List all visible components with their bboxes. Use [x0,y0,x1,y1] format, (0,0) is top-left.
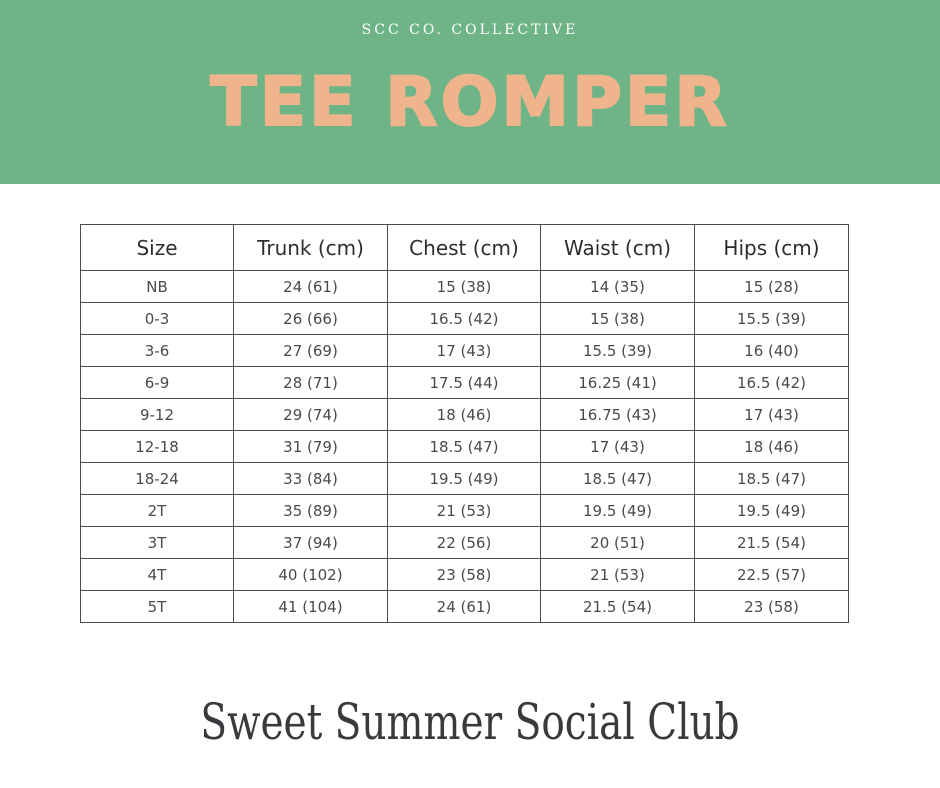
table-cell-trunk: 26 (66) [234,303,388,335]
table-cell-trunk: 33 (84) [234,463,388,495]
table-row [81,399,849,431]
table-cell-trunk: 35 (89) [234,495,388,527]
table-row [81,527,849,559]
table-cell-waist: 15 (38) [541,303,695,335]
table-cell-waist: 17 (43) [541,431,695,463]
size-chart-table [80,224,849,623]
column-header-size: Size [81,225,234,271]
footer-club-name: Sweet Summer Social Club [200,693,740,751]
table-cell-size: 5T [81,591,234,623]
table-cell-size: 2T [81,495,234,527]
table-cell-chest: 17 (43) [388,335,541,367]
table-cell-hips: 16 (40) [695,335,849,367]
column-header-waist: Waist (cm) [541,225,695,271]
table-cell-hips: 21.5 (54) [695,527,849,559]
table-cell-hips: 18.5 (47) [695,463,849,495]
table-cell-waist: 16.75 (43) [541,399,695,431]
table-cell-waist: 16.25 (41) [541,367,695,399]
header-banner [0,0,940,184]
table-row [81,431,849,463]
table-cell-hips: 22.5 (57) [695,559,849,591]
table-cell-waist: 19.5 (49) [541,495,695,527]
table-cell-trunk: 37 (94) [234,527,388,559]
table-cell-trunk: 29 (74) [234,399,388,431]
table-cell-trunk: 24 (61) [234,271,388,303]
table-cell-trunk: 41 (104) [234,591,388,623]
table-cell-chest: 17.5 (44) [388,367,541,399]
table-cell-waist: 14 (35) [541,271,695,303]
table-row [81,335,849,367]
table-cell-hips: 23 (58) [695,591,849,623]
table-cell-waist: 18.5 (47) [541,463,695,495]
table-cell-hips: 19.5 (49) [695,495,849,527]
table-cell-chest: 15 (38) [388,271,541,303]
table-cell-size: 12-18 [81,431,234,463]
table-row [81,367,849,399]
table-body [81,271,849,623]
table-cell-chest: 18.5 (47) [388,431,541,463]
table-cell-trunk: 40 (102) [234,559,388,591]
table-cell-trunk: 28 (71) [234,367,388,399]
table-cell-hips: 15.5 (39) [695,303,849,335]
table-cell-chest: 23 (58) [388,559,541,591]
page-title: TEE ROMPER [210,63,730,142]
table-cell-size: 4T [81,559,234,591]
column-header-trunk: Trunk (cm) [234,225,388,271]
table-cell-size: 0-3 [81,303,234,335]
table-row [81,303,849,335]
table-row [81,463,849,495]
table-header-row [81,225,849,271]
table-cell-size: 3T [81,527,234,559]
table-cell-size: 6-9 [81,367,234,399]
table-cell-hips: 16.5 (42) [695,367,849,399]
table-cell-hips: 17 (43) [695,399,849,431]
table-cell-chest: 22 (56) [388,527,541,559]
table-cell-size: NB [81,271,234,303]
column-header-hips: Hips (cm) [695,225,849,271]
table-cell-chest: 21 (53) [388,495,541,527]
column-header-chest: Chest (cm) [388,225,541,271]
table-cell-waist: 20 (51) [541,527,695,559]
brand-name: SCC CO. COLLECTIVE [361,22,579,38]
table-cell-waist: 15.5 (39) [541,335,695,367]
table-cell-chest: 24 (61) [388,591,541,623]
table-row [81,591,849,623]
table-cell-waist: 21.5 (54) [541,591,695,623]
table-cell-size: 9-12 [81,399,234,431]
table-row [81,559,849,591]
table-cell-hips: 18 (46) [695,431,849,463]
table-cell-trunk: 31 (79) [234,431,388,463]
table-cell-chest: 19.5 (49) [388,463,541,495]
table-cell-hips: 15 (28) [695,271,849,303]
table-cell-size: 18-24 [81,463,234,495]
table-cell-chest: 18 (46) [388,399,541,431]
table-cell-trunk: 27 (69) [234,335,388,367]
table-row [81,271,849,303]
table-cell-size: 3-6 [81,335,234,367]
table-row [81,495,849,527]
table-cell-waist: 21 (53) [541,559,695,591]
table-cell-chest: 16.5 (42) [388,303,541,335]
